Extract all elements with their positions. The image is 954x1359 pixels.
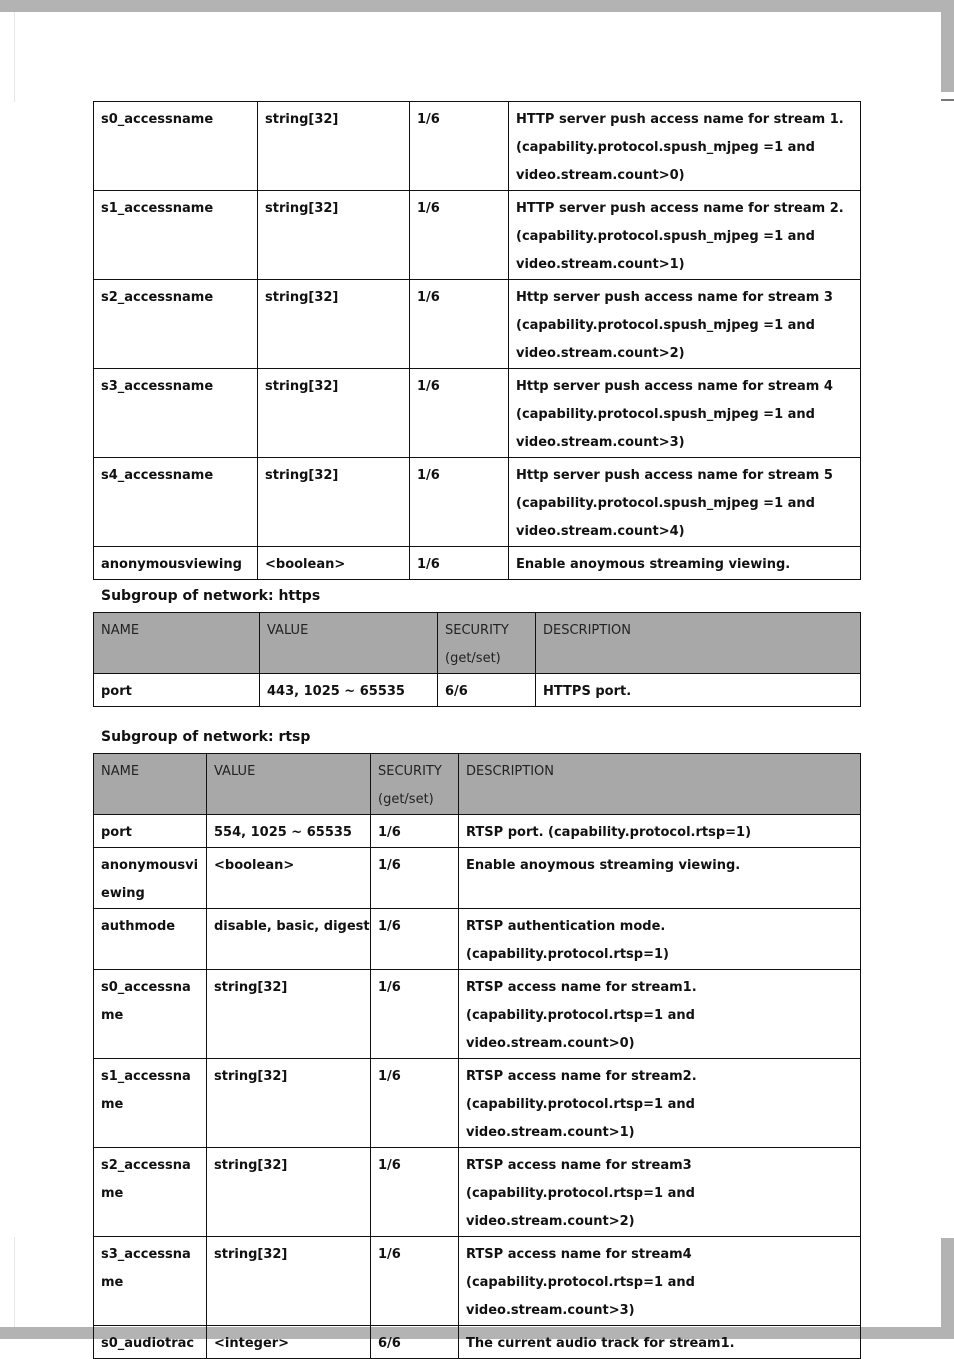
param-name: s1_accessname [94,1059,207,1148]
column-header-name: NAME [94,613,260,674]
param-value: string[32] [258,102,410,191]
param-security: 6/6 [438,674,536,707]
param-security: 1/6 [410,547,509,580]
rtsp-table [93,753,861,1359]
table-row [94,674,861,707]
column-header-value: VALUE [207,754,371,815]
table-row [94,280,861,369]
page-border-right-bottom [941,1238,954,1327]
param-description: RTSP port. (capability.protocol.rtsp=1) [459,815,861,848]
table-row [94,547,861,580]
param-name: s3_accessname [94,369,258,458]
param-security: 1/6 [371,909,459,970]
param-name: authmode [94,909,207,970]
page-edge-tick [941,99,954,101]
page-fold-line-top [14,12,15,102]
param-security: 1/6 [410,369,509,458]
page-border-top [0,0,954,12]
param-value: string[32] [258,458,410,547]
param-value: <boolean> [207,848,371,909]
param-description: Enable anoymous streaming viewing. [459,848,861,909]
param-description: The current audio track for stream1. [459,1326,861,1359]
param-description: Http server push access name for stream 3 (capability.protocol.spush_mjpeg =1 and video.stream.count>2) [509,280,861,369]
page-border-right-top [941,12,954,92]
spush-accessname-table [93,101,861,580]
param-value: 554, 1025 ~ 65535 [207,815,371,848]
param-description: RTSP access name for stream2. (capability.protocol.rtsp=1 and video.stream.count>1) [459,1059,861,1148]
column-header-description: DESCRIPTION [536,613,861,674]
param-security: 1/6 [371,1148,459,1237]
param-value: string[32] [207,970,371,1059]
param-security: 1/6 [371,1059,459,1148]
param-description: HTTP server push access name for stream 2. (capability.protocol.spush_mjpeg =1 and video.stream.count>1) [509,191,861,280]
table-row [94,970,861,1059]
column-header-name: NAME [94,754,207,815]
param-name: s0_accessname [94,102,258,191]
table-row [94,191,861,280]
table-row [94,909,861,970]
table-row [94,102,861,191]
param-description: HTTP server push access name for stream 1. (capability.protocol.spush_mjpeg =1 and video.stream.count>0) [509,102,861,191]
param-value: string[32] [258,369,410,458]
param-value: string[32] [258,191,410,280]
param-security: 6/6 [371,1326,459,1359]
param-name: s0_audiotrac [94,1326,207,1359]
table-row [94,1326,861,1359]
param-name: s3_accessname [94,1237,207,1326]
param-name: s2_accessname [94,280,258,369]
section-title-https: Subgroup of network: https [101,588,321,604]
column-header-security: SECURITY (get/set) [371,754,459,815]
param-value: <integer> [207,1326,371,1359]
param-description: RTSP access name for stream3 (capability.protocol.rtsp=1 and video.stream.count>2) [459,1148,861,1237]
section-title-rtsp: Subgroup of network: rtsp [101,729,311,745]
param-security: 1/6 [371,848,459,909]
param-description: Http server push access name for stream 4 (capability.protocol.spush_mjpeg =1 and video.stream.count>3) [509,369,861,458]
param-name: anonymousviewing [94,547,258,580]
table-row [94,369,861,458]
column-header-value: VALUE [260,613,438,674]
param-value: 443, 1025 ~ 65535 [260,674,438,707]
param-value: disable, basic, digest [207,909,371,970]
param-name: port [94,674,260,707]
param-security: 1/6 [410,191,509,280]
param-value: string[32] [207,1237,371,1326]
param-value: string[32] [207,1059,371,1148]
param-name: anonymousviewing [94,848,207,909]
table-row [94,848,861,909]
param-description: RTSP authentication mode. (capability.protocol.rtsp=1) [459,909,861,970]
table-row [94,458,861,547]
param-description: RTSP access name for stream4 (capability.protocol.rtsp=1 and video.stream.count>3) [459,1237,861,1326]
param-name: s2_accessname [94,1148,207,1237]
param-description: HTTPS port. [536,674,861,707]
param-security: 1/6 [410,102,509,191]
table-row [94,1059,861,1148]
param-description: RTSP access name for stream1. (capability.protocol.rtsp=1 and video.stream.count>0) [459,970,861,1059]
column-header-security: SECURITY (get/set) [438,613,536,674]
param-name: s0_accessname [94,970,207,1059]
https-table [93,612,861,707]
param-security: 1/6 [410,458,509,547]
param-name: s1_accessname [94,191,258,280]
param-name: port [94,815,207,848]
table-header-row [94,613,861,674]
table-row [94,815,861,848]
param-security: 1/6 [371,970,459,1059]
table-row [94,1237,861,1326]
param-security: 1/6 [371,815,459,848]
param-security: 1/6 [410,280,509,369]
param-description: Enable anoymous streaming viewing. [509,547,861,580]
table-row [94,1148,861,1237]
table-header-row [94,754,861,815]
page-fold-line-bottom [14,1237,15,1327]
param-name: s4_accessname [94,458,258,547]
param-description: Http server push access name for stream 5 (capability.protocol.spush_mjpeg =1 and video.stream.count>4) [509,458,861,547]
param-security: 1/6 [371,1237,459,1326]
param-value: <boolean> [258,547,410,580]
param-value: string[32] [207,1148,371,1237]
column-header-description: DESCRIPTION [459,754,861,815]
param-value: string[32] [258,280,410,369]
